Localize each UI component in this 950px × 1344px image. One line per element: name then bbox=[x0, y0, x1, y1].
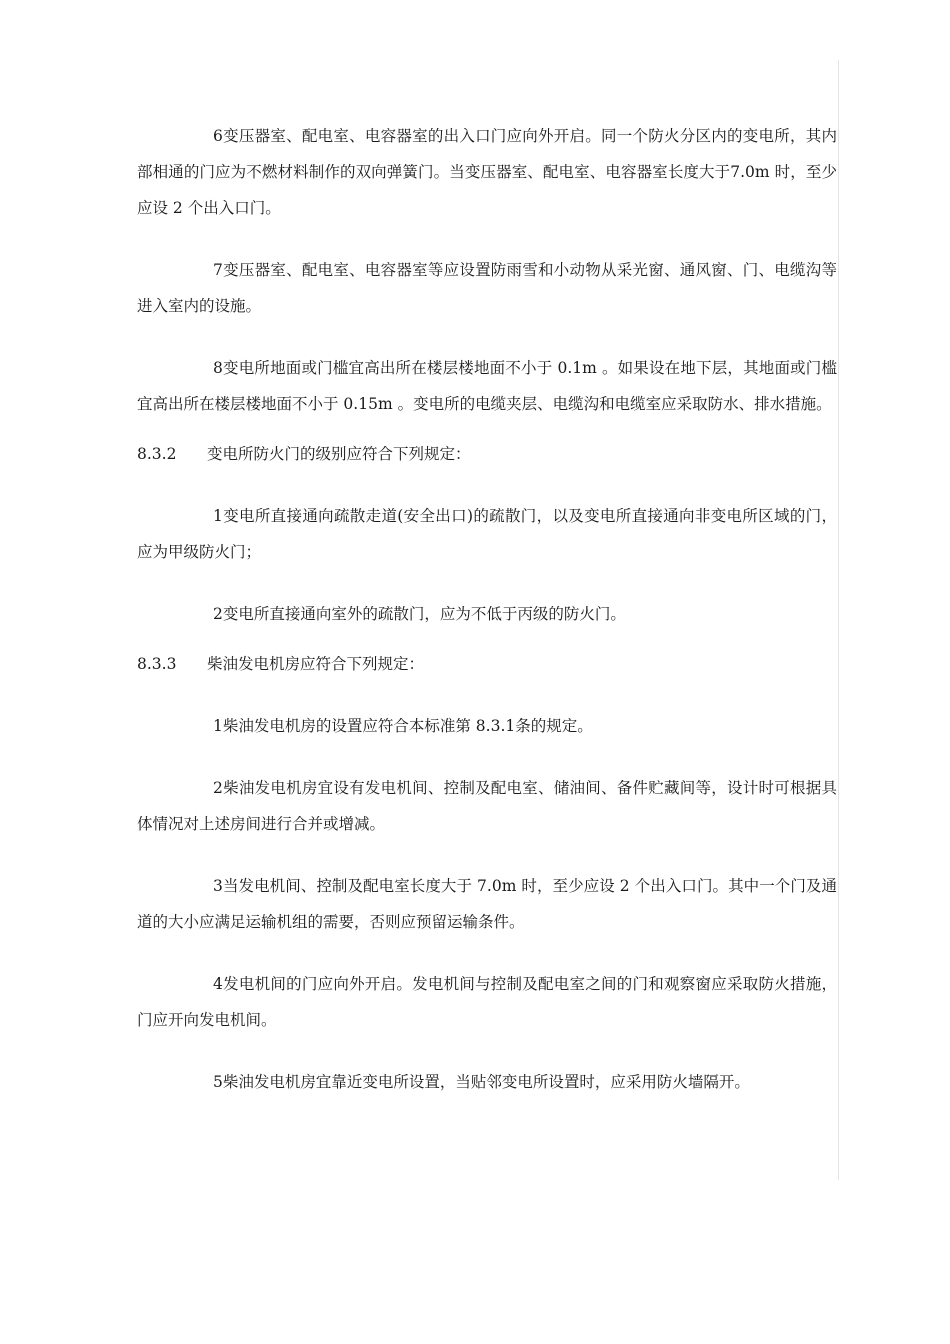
item-number: 1 bbox=[213, 507, 223, 525]
item-1-paragraph bbox=[137, 498, 837, 570]
item-text: 变电所地面或门槛宜高出所在楼层楼地面不小于 0.1m 。如果设在地下层，其地面或门槛宜高出所在楼层楼地面不小于 0.15m 。变电所的电缆夹层、电缆沟和电缆室应采取防水、排水措施。 bbox=[137, 359, 837, 413]
item-7-paragraph bbox=[137, 252, 837, 324]
clause-number: 8.3.2 bbox=[137, 445, 177, 463]
clause-text: 变电所防火门的级别应符合下列规定： bbox=[207, 445, 471, 463]
item-text: 变压器室、配电室、电容器室的出入口门应向外开启。同一个防火分区内的变电所，其内部相通的门应为不燃材料制作的双向弹簧门。当变压器室、配电室、电容器室长度大于7.0m 时，至少应设 2 个出入口门。 bbox=[137, 127, 837, 217]
item-4-paragraph bbox=[137, 966, 837, 1038]
item-8-paragraph bbox=[137, 350, 837, 422]
item-text: 变压器室、配电室、电容器室等应设置防雨雪和小动物从采光窗、通风窗、门、电缆沟等进入室内的设施。 bbox=[137, 261, 837, 315]
item-number: 2 bbox=[213, 779, 223, 797]
item-6-paragraph bbox=[137, 118, 837, 226]
item-5-paragraph bbox=[137, 1064, 837, 1100]
item-text: 柴油发电机房宜靠近变电所设置，当贴邻变电所设置时，应采用防火墙隔开。 bbox=[222, 1073, 750, 1091]
clause-number: 8.3.3 bbox=[137, 655, 177, 673]
item-number: 2 bbox=[213, 605, 223, 623]
item-number: 5 bbox=[213, 1073, 223, 1091]
clause-8-3-2-heading bbox=[137, 436, 837, 472]
item-number: 6 bbox=[213, 127, 223, 145]
item-text: 变电所直接通向疏散走道(安全出口)的疏散门，以及变电所直接通向非变电所区域的门，应为甲级防火门； bbox=[137, 507, 837, 561]
item-text: 当发电机间、控制及配电室长度大于 7.0m 时，至少应设 2 个出入口门。其中一个门及通道的大小应满足运输机组的需要，否则应预留运输条件。 bbox=[137, 877, 837, 931]
item-text: 柴油发电机房的设置应符合本标准第 8.3.1条的规定。 bbox=[222, 717, 593, 735]
page-edge-line bbox=[838, 60, 839, 1180]
clause-text: 柴油发电机房应符合下列规定： bbox=[207, 655, 425, 673]
item-text: 变电所直接通向室外的疏散门，应为不低于丙级的防火门。 bbox=[222, 605, 626, 623]
item-number: 1 bbox=[213, 717, 223, 735]
item-number: 8 bbox=[213, 359, 223, 377]
item-text: 发电机间的门应向外开启。发电机间与控制及配电室之间的门和观察窗应采取防火措施，门应开向发电机间。 bbox=[137, 975, 837, 1029]
document-body bbox=[137, 118, 837, 1100]
item-text: 柴油发电机房宜设有发电机间、控制及配电室、储油间、备件贮藏间等，设计时可根据具体情况对上述房间进行合并或增减。 bbox=[137, 779, 837, 833]
clause-8-3-3-heading bbox=[137, 646, 837, 682]
item-3-paragraph bbox=[137, 868, 837, 940]
item-1-paragraph bbox=[137, 708, 837, 744]
item-number: 7 bbox=[213, 261, 223, 279]
item-number: 3 bbox=[213, 877, 223, 895]
item-2-paragraph bbox=[137, 770, 837, 842]
item-number: 4 bbox=[213, 975, 223, 993]
item-2-paragraph bbox=[137, 596, 837, 632]
